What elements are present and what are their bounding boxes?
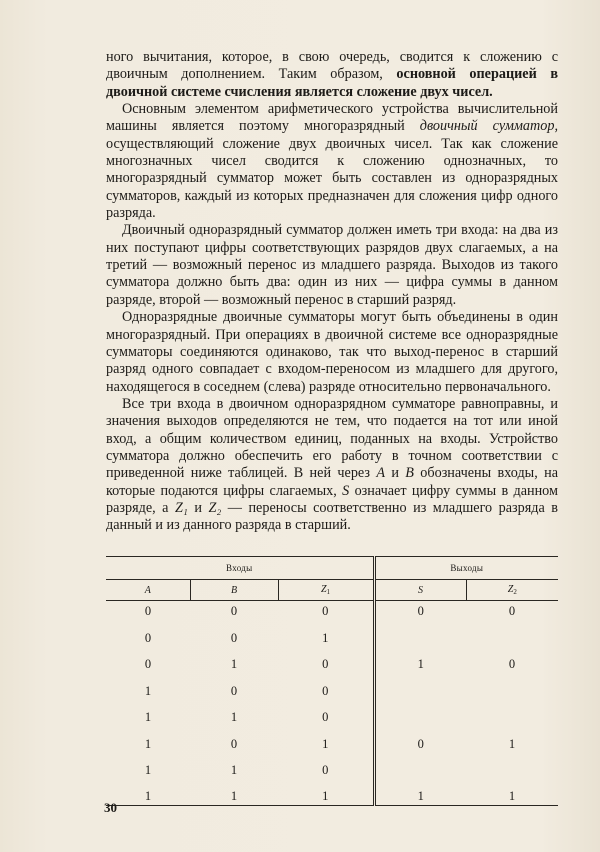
table-cell: 0 bbox=[144, 657, 152, 671]
column-header bbox=[466, 580, 558, 601]
table-cell: 1 bbox=[230, 710, 238, 724]
text-run: и bbox=[187, 499, 209, 516]
text-run: S bbox=[342, 482, 350, 499]
table-cell: 0 bbox=[322, 604, 329, 618]
column-name: B bbox=[230, 584, 238, 596]
table-cell bbox=[466, 681, 558, 708]
text-run: — переносы соответственно из младшего разряда в данный и из данного разряда в старший. bbox=[106, 499, 558, 534]
text-run: Все три входа в двоичном одноразрядном сумматоре равноправны, и значения выходов определяются не тем, что подается на тот или иной вход, а общим количеством единиц, поданных на входы. Устройство сумматора должно обеспечить его работу в точном соответствии с приведенной ниже таблицей. В ней через bbox=[106, 395, 558, 482]
table-cell bbox=[374, 760, 466, 787]
table-row bbox=[106, 681, 558, 708]
table-cell bbox=[466, 760, 558, 787]
table-cell: 0 bbox=[322, 710, 329, 724]
table-row bbox=[106, 787, 558, 806]
paragraph bbox=[106, 222, 558, 309]
paragraph bbox=[106, 101, 558, 222]
table-cell: 1 bbox=[374, 787, 466, 806]
table-cell: 1 bbox=[190, 787, 278, 806]
paragraph bbox=[106, 396, 558, 535]
table-cell: 0 bbox=[508, 604, 516, 618]
inputs-group-header: Входы bbox=[106, 557, 374, 580]
column-header bbox=[106, 580, 190, 601]
text-run: основной операцией в двоичной системе счисления является сложение двух чисел. bbox=[106, 66, 558, 100]
table-cell: 1 bbox=[144, 710, 152, 724]
table-cell: 0 bbox=[230, 736, 238, 751]
text-run: двоичный сумматор, bbox=[419, 118, 558, 135]
table-cell: 1 bbox=[278, 787, 374, 806]
table-cell: 1 bbox=[144, 736, 152, 751]
table-row bbox=[106, 628, 558, 655]
column-header bbox=[374, 580, 466, 601]
table-cell: 1 bbox=[106, 787, 190, 806]
text-run: и bbox=[385, 465, 406, 482]
table-cell: 1 bbox=[508, 736, 516, 751]
text-run: ного вычитания, которое, в свою очередь, сводится к сложению с двоичным дополнением. Таким образом, bbox=[106, 49, 558, 83]
column-name: S bbox=[418, 584, 424, 596]
table-cell: 0 bbox=[374, 734, 466, 761]
table-cell: 0 bbox=[508, 657, 516, 671]
adder-truth-table-container bbox=[106, 556, 558, 806]
text-run: A bbox=[376, 465, 385, 482]
table-cell: 1 bbox=[322, 630, 329, 645]
table-cell: 0 bbox=[322, 763, 329, 777]
text-run: B bbox=[405, 465, 414, 482]
table-row bbox=[106, 601, 558, 628]
column-header bbox=[278, 580, 374, 601]
table-cell: 0 bbox=[322, 657, 329, 671]
text-run: осуществляющий сложение двух двоичных чисел. Так как сложение многозначных чисел сводится к сложению однозначных, то многоразрядный сумматор может быть составлен из одноразрядных сумматоров, каждый из которых предназначен для сложения цифр одного разряда. bbox=[106, 135, 558, 222]
table-cell: 1 bbox=[144, 683, 152, 698]
table-cell: 0 bbox=[144, 630, 152, 645]
column-header bbox=[190, 580, 278, 601]
table-cell: 1 bbox=[230, 657, 238, 671]
table-cell: 1 bbox=[322, 736, 329, 751]
table-cell bbox=[374, 628, 466, 655]
text-run: Z₂ bbox=[208, 499, 222, 516]
text-run: означает цифру суммы в данном разряде, а bbox=[106, 482, 558, 516]
table-row bbox=[106, 760, 558, 787]
column-subscript: 2 bbox=[513, 588, 517, 596]
table-cell: 0 bbox=[374, 601, 466, 628]
text-run: Основным элементом арифметического устройства вычислительной машины является поэтому многоразрядный bbox=[106, 101, 558, 135]
column-name: Z bbox=[507, 584, 514, 595]
column-subscript: 1 bbox=[326, 588, 331, 596]
outputs-group-header: Выходы bbox=[374, 557, 558, 580]
table-cell bbox=[374, 681, 466, 708]
text-run: Z₁ bbox=[175, 499, 188, 516]
table-cell: 0 bbox=[230, 630, 238, 645]
table-cell: 0 bbox=[322, 683, 329, 698]
table-cell: 1 bbox=[230, 763, 238, 777]
table-cell bbox=[374, 707, 466, 734]
table-row bbox=[106, 654, 558, 681]
text-run: Одноразрядные двоичные сумматоры могут быть объединены в один многоразрядный. При операциях в двоичной системе все одноразрядные сумматоры соединяются одинаково, так что выход-перенос в старший разряд одного совпадает с входом-переносом из младшего для другого, находящегося в соседнем (слева) разряде относительно первоначального. bbox=[106, 309, 558, 395]
text-run: обозначены входы, на которые подаются цифры слагаемых, bbox=[106, 465, 558, 499]
page-number: 30 bbox=[104, 800, 117, 815]
paragraph bbox=[106, 309, 558, 396]
table-body bbox=[106, 601, 558, 806]
table-cell: 0 bbox=[230, 683, 238, 698]
table-row bbox=[106, 707, 558, 734]
table-row bbox=[106, 734, 558, 761]
table-cell: 1 bbox=[144, 763, 152, 777]
table-cell: 1 bbox=[466, 787, 558, 806]
column-name: Z bbox=[320, 584, 327, 595]
paragraph bbox=[106, 49, 558, 101]
adder-truth-table bbox=[106, 556, 558, 806]
column-header-row bbox=[106, 580, 558, 601]
column-name: A bbox=[144, 584, 151, 596]
table-cell bbox=[466, 628, 558, 655]
table-cell: 0 bbox=[230, 604, 238, 618]
table-cell: 0 bbox=[144, 604, 152, 618]
text-run: Двоичный одноразрядный сумматор должен иметь три входа: на два из них поступают цифры соответствующих разрядов двух слагаемых, а на третий — возможный перенос из младшего разряда. Выходов из такого сумматора должно быть два: один из них — цифра суммы в данном разряде, второй — возможный перенос в старший разряд. bbox=[106, 222, 558, 308]
table-cell bbox=[466, 707, 558, 734]
table-cell: 1 bbox=[374, 654, 466, 681]
body-text bbox=[106, 49, 558, 535]
